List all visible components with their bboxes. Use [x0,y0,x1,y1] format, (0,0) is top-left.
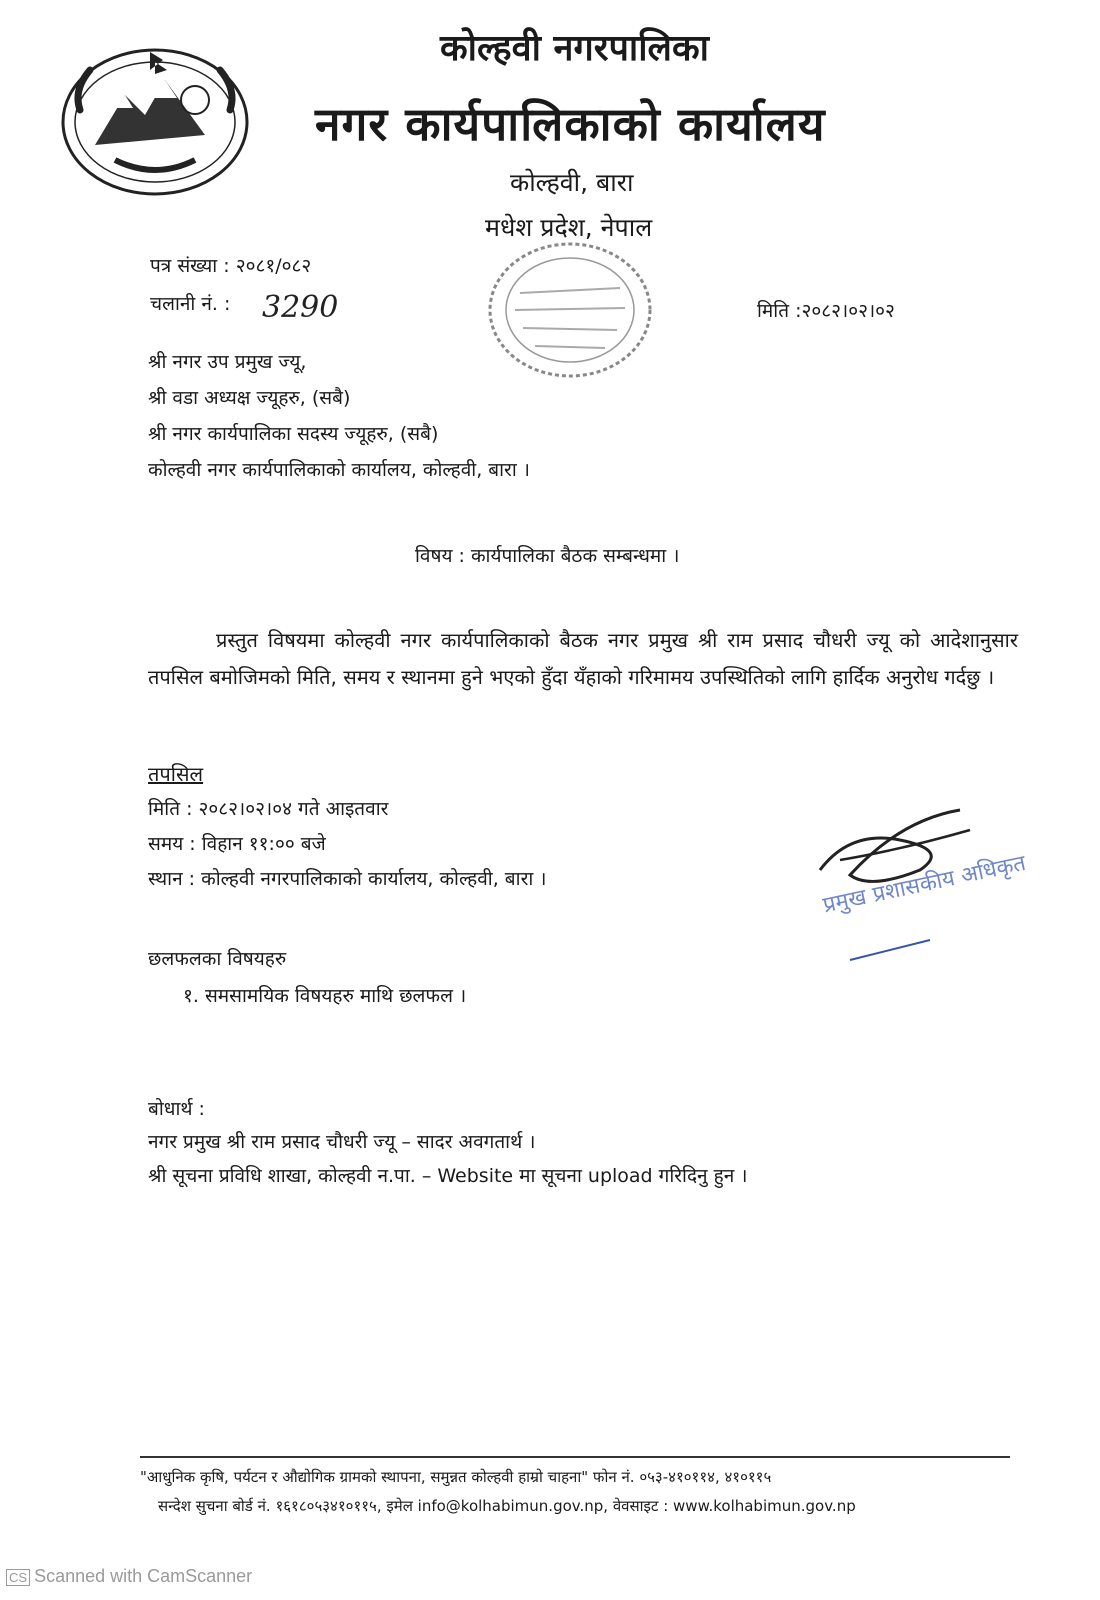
recipient-line: श्री वडा अध्यक्ष ज्यूहरु, (सबै) [148,387,351,409]
patra-sankhya: पत्र संख्या : २०८१/०८२ [150,255,312,277]
address-line2: मधेश प्रदेश, नेपाल [485,213,653,242]
agenda-heading: छलफलका विषयहरु [148,948,287,970]
bodhartha-line: नगर प्रमुख श्री राम प्रसाद चौधरी ज्यू – सादर अवगतार्थ । [148,1131,536,1153]
address-line1: कोल्हवी, बारा [510,168,634,197]
camscanner-icon: CS [6,1569,30,1586]
meeting-time: समय : विहान ११:०० बजे [148,833,326,855]
meeting-date: मिति : २०८२।०२।०४ गते आइतवार [148,798,389,820]
recipient-line: कोल्हवी नगर कार्यपालिकाको कार्यालय, कोल्हवी, बारा । [148,459,530,481]
office-seal-icon [485,238,655,383]
letter-date: मिति :२०८२।०२।०२ [757,300,895,322]
bodhartha-line: श्री सूचना प्रविधि शाखा, कोल्हवी न.पा. – Website मा सूचना upload गरिदिनु हुन । [148,1165,748,1187]
body-paragraph: प्रस्तुत विषयमा कोल्हवी नगर कार्यपालिकाको बैठक नगर प्रमुख श्री राम प्रसाद चौधरी ज्यू को आदेशानुसार तपसिल बमोजिमको मिति, समय र स्थानमा हुने भएको हुँदा यँहाको गरिमामय उपस्थितिको लागि हार्दिक अनुरोध गर्दछु । [148,628,1018,689]
org-name-line2: नगर कार्यपालिकाको कार्यालय [315,97,826,151]
official-stamp-text: प्रमुख प्रशासकीय अधिकृत [820,850,1029,919]
scanner-watermark [6,1566,252,1587]
chalani-number-handwritten: 3290 [262,290,339,325]
footer-line1: "आधुनिक कृषि, पर्यटन र औद्योगिक ग्रामको स्थापना, समुन्नत कोल्हवी हाम्रो चाहना" फोन नं. ०५३-४१०११४, ४१०११५ [140,1468,772,1486]
subject-line: विषय : कार्यपालिका बैठक सम्बन्धमा । [415,545,680,567]
recipient-line: श्री नगर उप प्रमुख ज्यू, [148,351,307,373]
footer-divider [140,1456,1010,1458]
tapasil-heading: तपसिल [148,762,204,786]
nepal-emblem-icon [55,40,255,200]
agenda-item: १. समसामयिक विषयहरु माथि छलफल । [183,985,467,1007]
scanner-text: Scanned with CamScanner [34,1566,253,1586]
chalani-label: चलानी नं. : [150,293,231,315]
footer-line2: सन्देश सुचना बोर्ड नं. १६१८०५३४१०११५, इमेल info@kolhabimun.gov.np, वेवसाइट : www.kolhabimun.gov.np [158,1497,856,1515]
meeting-place: स्थान : कोल्हवी नगरपालिकाको कार्यालय, कोल्हवी, बारा । [148,868,547,890]
recipient-line: श्री नगर कार्यपालिका सदस्य ज्यूहरु, (सबै) [148,423,439,445]
org-name-line1: कोल्हवी नगरपालिका [440,28,709,69]
bodhartha-heading: बोधार्थ : [148,1098,205,1120]
